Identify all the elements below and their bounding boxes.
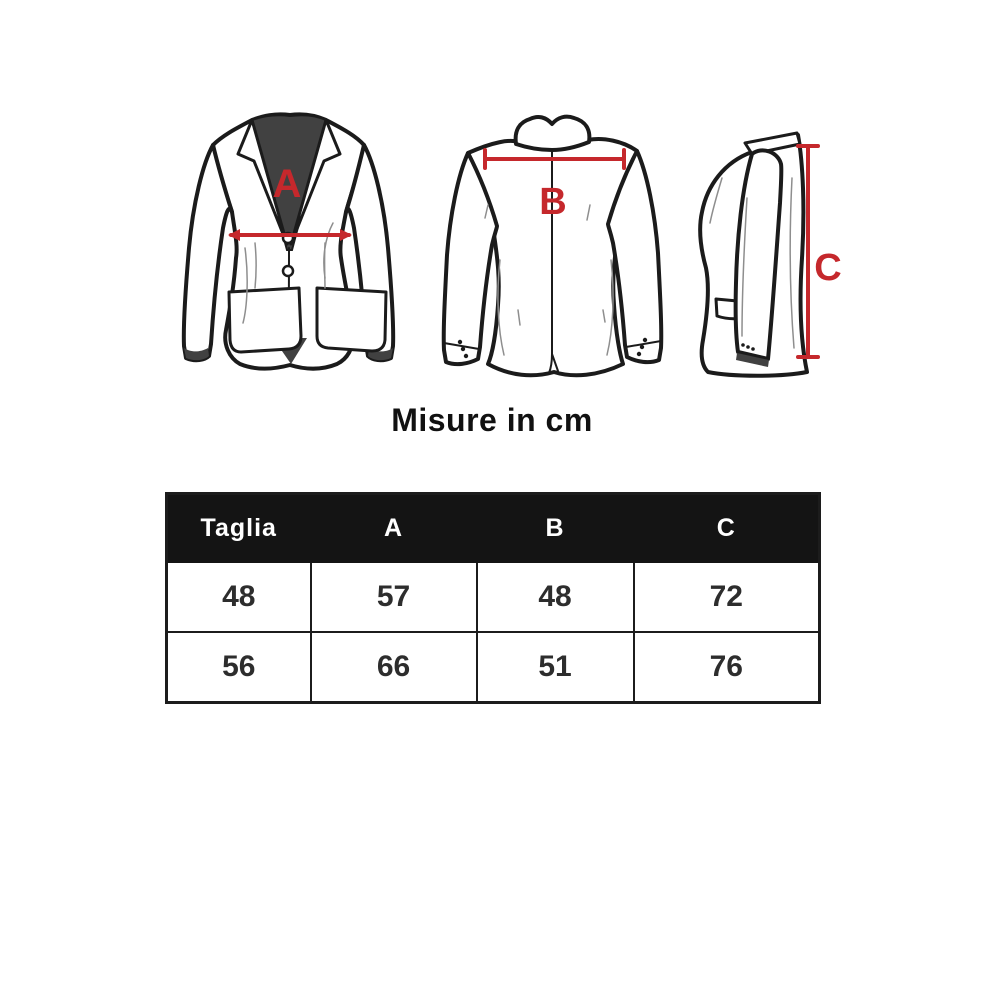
size-cell-a: 66 [311,632,477,703]
column-header-a: A [311,494,477,563]
size-chart-title: Misure in cm [391,402,593,438]
column-header-b: B [477,494,634,563]
size-cell-b: 48 [477,562,634,632]
patch-pocket [229,288,301,352]
size-table-row [167,562,820,632]
size-table-row [167,632,820,703]
patch-pocket [317,288,386,351]
measurement-label-b: B [539,181,567,223]
size-cell-c: 76 [634,632,820,703]
column-header-taglia: Taglia [167,494,311,563]
size-cell-a: 57 [311,562,477,632]
size-table-header-row [167,494,820,563]
measurement-label-a: A [272,162,302,206]
jacket-back-view-illustration [438,110,673,390]
size-table [165,492,821,704]
jacket-front-view-illustration [175,108,400,373]
column-header-c: C [634,494,820,563]
size-cell-taglia: 56 [167,632,311,703]
back-collar [516,117,590,150]
size-cell-c: 72 [634,562,820,632]
front-button [283,266,293,276]
size-cell-b: 51 [477,632,634,703]
size-cell-taglia: 48 [167,562,311,632]
measurement-label-c: C [814,247,842,289]
jacket-side-view-illustration [692,118,842,380]
